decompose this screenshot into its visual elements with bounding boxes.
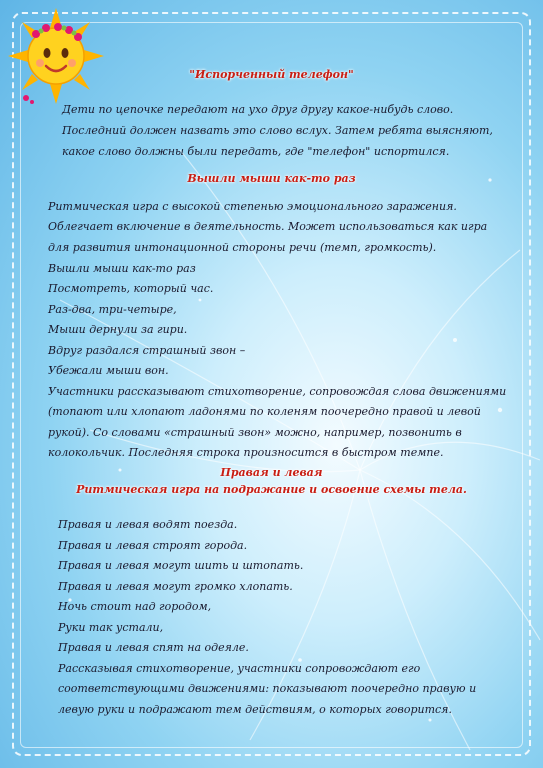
section-title-mice: Вышли мыши как-то раз xyxy=(187,172,356,185)
section-2-line: Участники рассказывают стихотворение, сопровождая слова движениями xyxy=(48,385,507,398)
section-2-line: рукой). Со словами «страшный звон» можно, например, позвонить в xyxy=(48,426,462,439)
section-1-line: Последний должен назвать это слово вслух. Затем ребята выясняют, xyxy=(62,124,493,137)
section-2-line: Облегчает включение в деятельность. Может использоваться как игра xyxy=(48,220,488,233)
section-2-line: для развития интонационной стороны речи (темп, громкость). xyxy=(48,241,437,254)
section-title-broken-phone: "Испорченный телефон" xyxy=(189,68,354,81)
section-1-line: Дети по цепочке передают на ухо друг другу какое-нибудь слово. xyxy=(62,103,454,116)
section-2-line: колокольчик. Последняя строка произносится в быстром темпе. xyxy=(48,446,444,459)
section-2-line: Ритмическая игра с высокой степенью эмоционального заражения. xyxy=(48,200,457,213)
section-3-line: Ночь стоит над городом, xyxy=(58,600,212,613)
section-3-line: Правая и левая спят на одеяле. xyxy=(58,641,249,654)
section-2-line: (топают или хлопают ладонями по коленям поочередно правой и левой xyxy=(48,405,481,418)
section-2-line: Вышли мыши как-то раз xyxy=(48,262,196,275)
section-3-line: Рассказывая стихотворение, участники сопровождают его xyxy=(58,662,421,675)
section-1-line: какое слово должны были передать, где "телефон" испортился. xyxy=(62,145,450,158)
section-3-line: Правая и левая могут громко хлопать. xyxy=(58,580,293,593)
section-3-line: Руки так устали, xyxy=(58,621,164,634)
section-3-line: Правая и левая могут шить и штопать. xyxy=(58,559,304,572)
section-2-line: Посмотреть, который час. xyxy=(48,282,214,295)
section-title-right-left: Правая и левая xyxy=(220,466,323,479)
section-2-line: Раз-два, три-четыре, xyxy=(48,303,177,316)
section-3-line: Правая и левая водят поезда. xyxy=(58,518,238,531)
section-3-line: соответствующими движениями: показывают поочередно правую и xyxy=(58,682,477,695)
section-subtitle-right-left: Ритмическая игра на подражание и освоение схемы тела. xyxy=(76,483,467,496)
section-2-line: Мыши дернули за гири. xyxy=(48,323,188,336)
section-2-line: Убежали мыши вон. xyxy=(48,364,169,377)
section-2-line: Вдруг раздался страшный звон – xyxy=(48,344,246,357)
section-3-line: левую руки и подражают тем действиям, о которых говорится. xyxy=(58,703,452,716)
section-3-line: Правая и левая строят города. xyxy=(58,539,248,552)
